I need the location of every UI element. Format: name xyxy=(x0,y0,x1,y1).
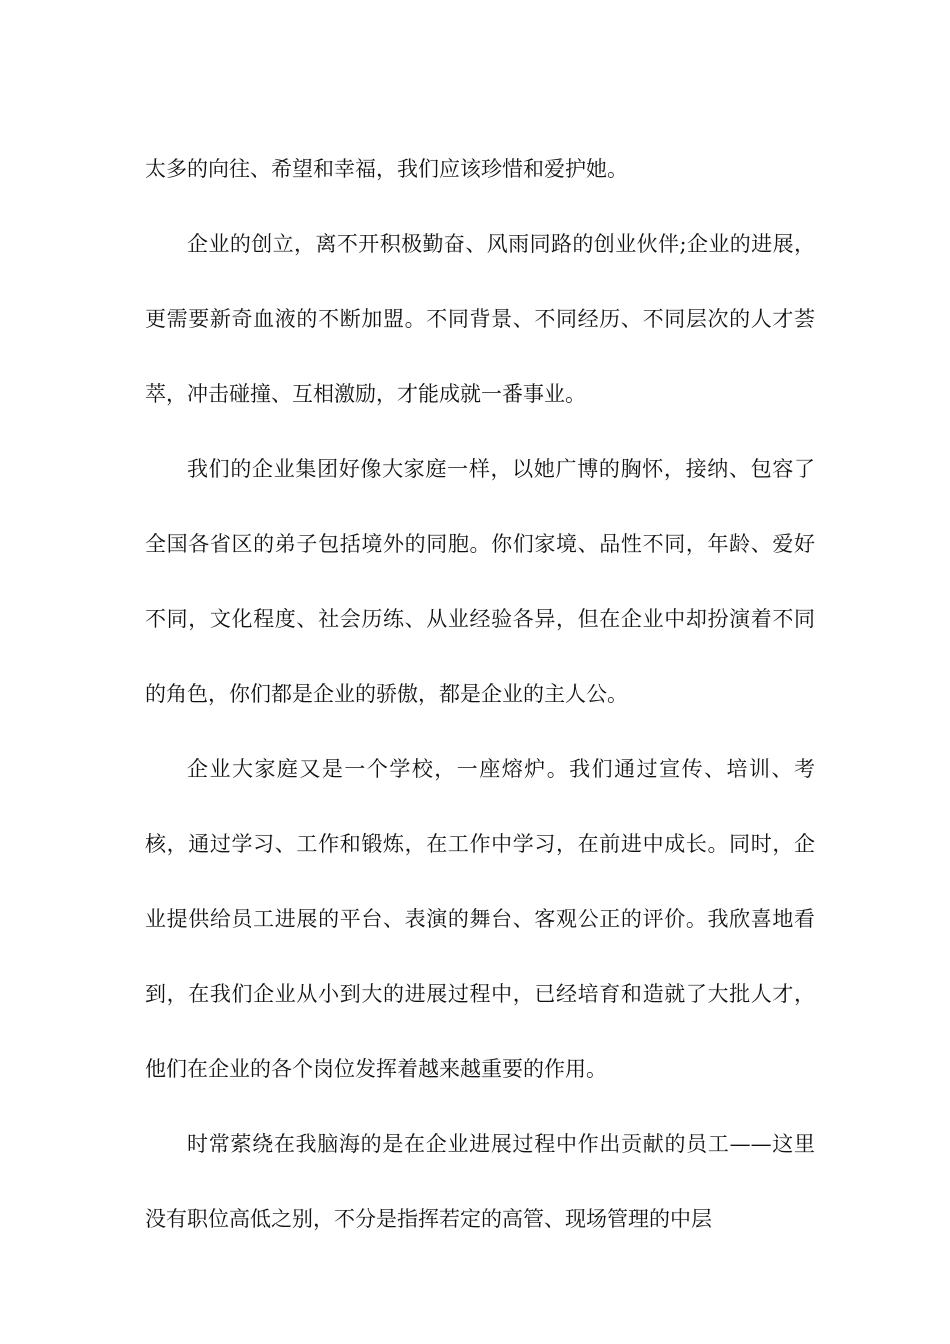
paragraph-3: 我们的企业集团好像大家庭一样，以她广博的胸怀，接纳、包容了全国各省区的弟子包括境外的同胞。你们家境、品性不同，年龄、爱好不同，文化程度、社会历练、从业经验各异，但在企业中却扮演着不同的角色，你们都是企业的骄傲，都是企业的主人公。 xyxy=(145,457,815,706)
paragraph-1: 太多的向往、希望和幸福，我们应该珍惜和爱护她。 xyxy=(145,157,628,181)
paragraph-2: 企业的创立，离不开积极勤奋、风雨同路的创业伙伴;企业的进展，更需要新奇血液的不断加盟。不同背景、不同经历、不同层次的人才荟萃，冲击碰撞、互相激励，才能成就一番事业。 xyxy=(145,232,815,406)
paragraph-5: 时常萦绕在我脑海的是在企业进展过程中作出贡献的员工——这里没有职位高低之别，不分是指挥若定的高管、现场管理的中层 xyxy=(145,1132,815,1231)
paragraph-4: 企业大家庭又是一个学校，一座熔炉。我们通过宣传、培训、考核，通过学习、工作和锻炼，在工作中学习，在前进中成长。同时，企业提供给员工进展的平台、表演的舞台、客观公正的评价。我欣喜地看到，在我们企业从小到大的进展过程中，已经培育和造就了大批人才，他们在企业的各个岗位发挥着越来越重要的作用。 xyxy=(145,757,815,1081)
body-text xyxy=(145,132,815,1257)
